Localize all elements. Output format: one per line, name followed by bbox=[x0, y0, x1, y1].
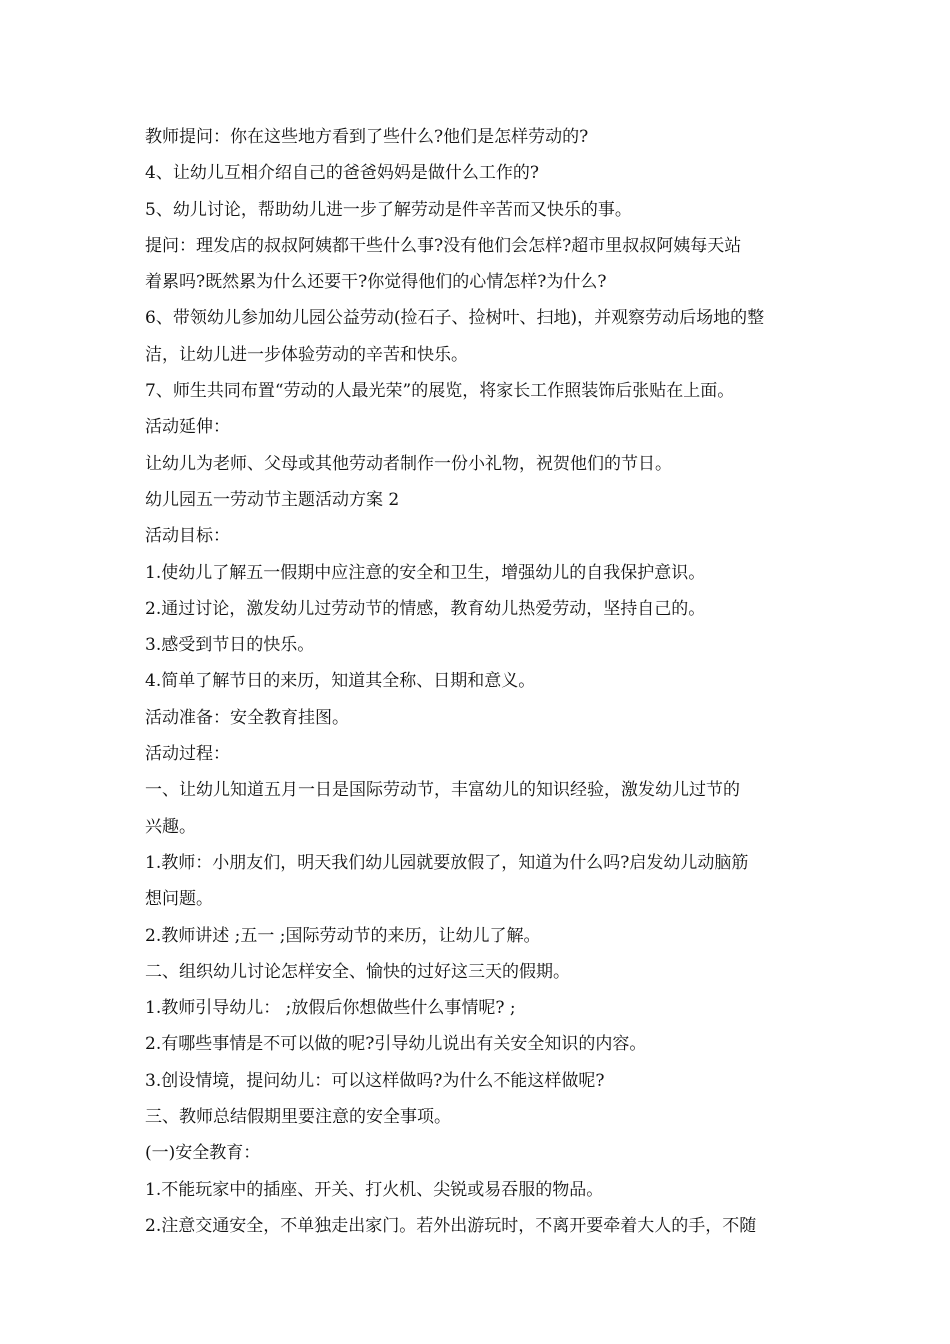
section-heading: (一)安全教育： bbox=[145, 1143, 261, 1164]
section-heading: 活动延伸： bbox=[145, 417, 230, 438]
text-line: 教师提问：你在这些地方看到了些什么?他们是怎样劳动的? bbox=[145, 127, 589, 147]
text-line: 提问：理发店的叔叔阿姨都干些什么事?没有他们会怎样?超市里叔叔阿姨每天站 bbox=[145, 235, 742, 256]
section-heading: 活动过程： bbox=[145, 744, 230, 765]
text-line: 5、幼儿讨论，帮助幼儿进一步了解劳动是件辛苦而又快乐的事。 bbox=[145, 199, 632, 220]
text-line: 二、组织幼儿讨论怎样安全、愉快的过好这三天的假期。 bbox=[145, 961, 570, 982]
text-line: 想问题。 bbox=[145, 889, 213, 910]
text-line: 兴趣。 bbox=[145, 816, 196, 837]
text-line: 4.简单了解节日的来历，知道其全称、日期和意义。 bbox=[145, 671, 536, 692]
document-body bbox=[145, 119, 813, 1244]
text-line: 让幼儿为老师、父母或其他劳动者制作一份小礼物，祝贺他们的节日。 bbox=[145, 453, 672, 474]
text-line: 2.注意交通安全，不单独走出家门。若外出游玩时，不离开要牵着大人的手，不随 bbox=[145, 1215, 757, 1236]
text-line: 活动准备：安全教育挂图。 bbox=[145, 707, 349, 728]
text-line: 洁，让幼儿进一步体验劳动的辛苦和快乐。 bbox=[145, 344, 468, 365]
section-title: 幼儿园五一劳动节主题活动方案 2 bbox=[145, 489, 400, 510]
text-line: 7、师生共同布置“劳动的人最光荣”的展览，将家长工作照装饰后张贴在上面。 bbox=[145, 381, 735, 402]
section-heading: 活动目标： bbox=[145, 526, 230, 547]
text-line: 一、让幼儿知道五月一日是国际劳动节，丰富幼儿的知识经验，激发幼儿过节的 bbox=[145, 780, 740, 801]
text-line: 1.不能玩家中的插座、开关、打火机、尖锐或易吞服的物品。 bbox=[145, 1179, 604, 1200]
text-line: 1.教师引导幼儿： ;放假后你想做些什么事情呢? ; bbox=[145, 998, 516, 1019]
text-line: 2.有哪些事情是不可以做的呢?引导幼儿说出有关安全知识的内容。 bbox=[145, 1034, 647, 1055]
text-line: 1.教师：小朋友们，明天我们幼儿园就要放假了，知道为什么吗?启发幼儿动脑筋 bbox=[145, 852, 749, 873]
text-line: 着累吗?既然累为什么还要干?你觉得他们的心情怎样?为什么? bbox=[145, 272, 607, 293]
text-line: 6、带领幼儿参加幼儿园公益劳动(捡石子、捡树叶、扫地)，并观察劳动后场地的整 bbox=[145, 308, 765, 329]
text-line: 2.通过讨论，激发幼儿过劳动节的情感，教育幼儿热爱劳动，坚持自己的。 bbox=[145, 598, 706, 619]
text-line: 1.使幼儿了解五一假期中应注意的安全和卫生，增强幼儿的自我保护意识。 bbox=[145, 562, 706, 583]
text-line: 4、让幼儿互相介绍自己的爸爸妈妈是做什么工作的? bbox=[145, 163, 539, 184]
text-line: 3.感受到节日的快乐。 bbox=[145, 635, 315, 656]
text-line: 3.创设情境，提问幼儿：可以这样做吗?为什么不能这样做呢? bbox=[145, 1070, 605, 1091]
text-line: 2.教师讲述 ;五一 ;国际劳动节的来历，让幼儿了解。 bbox=[145, 925, 541, 946]
text-line: 三、教师总结假期里要注意的安全事项。 bbox=[145, 1107, 451, 1128]
